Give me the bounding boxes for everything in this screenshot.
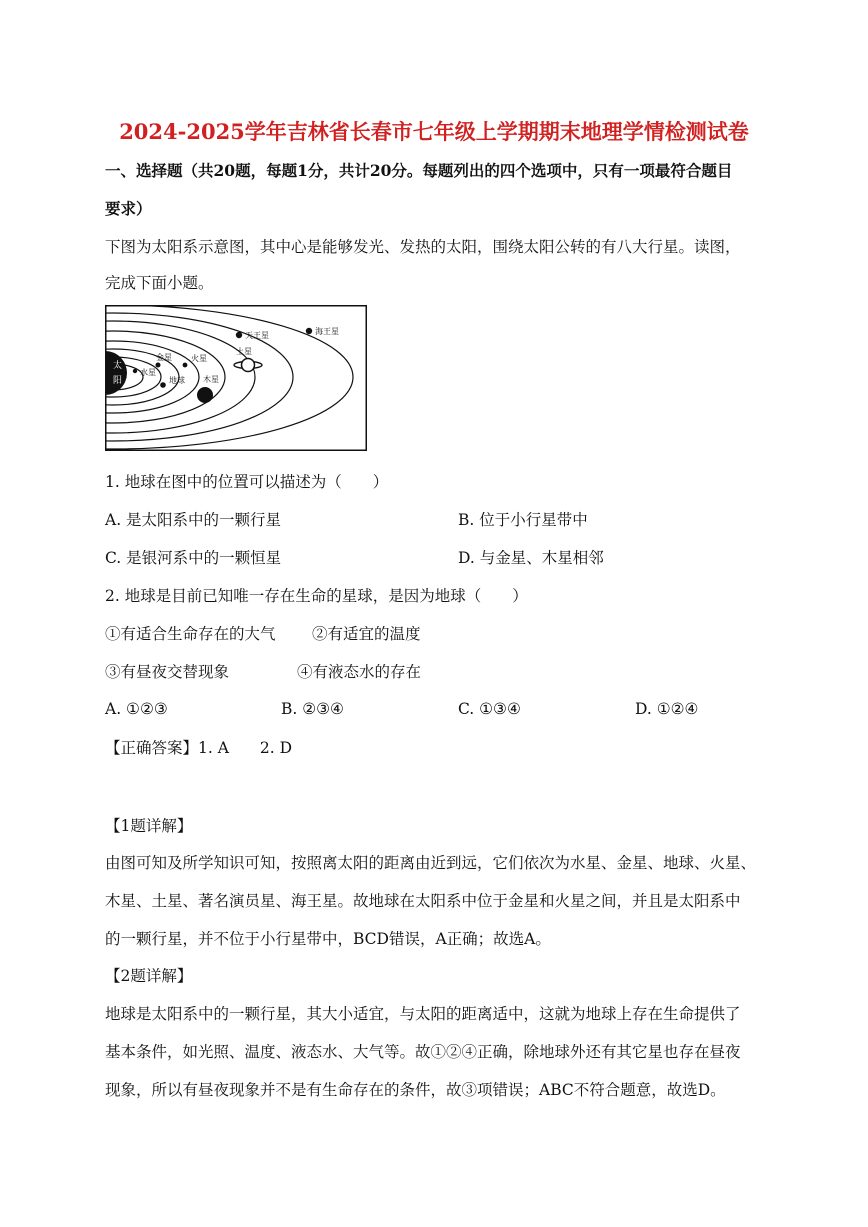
exp1-heading: 【1题详解】 (105, 817, 193, 835)
exp1-line3: 的一颗行星，并不位于小行星带中，BCD错误，A正确；故选A。 (105, 930, 551, 948)
q1-stem: 1. 地球在图中的位置可以描述为（ ） (105, 473, 389, 491)
earth-label: 地球 (169, 376, 185, 385)
section-heading-line1: 一、选择题（共20题，每题1分，共计20分。每题列出的四个选项中，只有一项最符合题目 (105, 161, 733, 180)
earth (160, 382, 166, 388)
mars (183, 363, 188, 368)
sun-label-2: 阳 (113, 376, 123, 386)
jupiter-label: 木星 (203, 375, 219, 384)
venus (156, 363, 161, 368)
q2-option-a: A. ①②③ (105, 700, 168, 718)
q1-option-d: D. 与金星、木星相邻 (458, 549, 604, 567)
q2-option-b: B. ②③④ (281, 700, 344, 718)
q1-option-a: A. 是太阳系中的一颗行星 (105, 511, 282, 529)
q1-option-c: C. 是银河系中的一颗恒星 (105, 549, 282, 567)
venus-label: 金星 (156, 353, 172, 362)
q2-item-1: ①有适合生命存在的大气 (105, 625, 276, 643)
sun-label-1: 太 (113, 361, 123, 371)
saturn-label: 土星 (236, 347, 252, 356)
section-heading-line2: 要求） (105, 199, 152, 218)
solar-system-diagram (105, 305, 367, 451)
intro-line2: 完成下面小题。 (105, 274, 214, 292)
neptune-label: 海王星 (315, 327, 339, 336)
exp2-heading: 【2题详解】 (105, 967, 193, 985)
exp1-line1: 由图可知及所学知识可知，按照离太阳的距离由近到远，它们依次为水星、金星、地球、火星、 (105, 854, 757, 872)
exp2-line3: 现象，所以有昼夜现象并不是有生命存在的条件，故③项错误；ABC不符合题意，故选D。 (105, 1081, 726, 1099)
uranus-label: 天王星 (245, 331, 269, 340)
mercury-label: 水星 (140, 368, 156, 377)
uranus (236, 332, 242, 338)
q2-item-4: ④有液态水的存在 (297, 663, 422, 681)
intro-line1: 下图为太阳系示意图，其中心是能够发光、发热的太阳，围绕太阳公转的有八大行星。读图， (105, 238, 741, 256)
q1-option-b: B. 位于小行星带中 (458, 511, 588, 529)
mars-label: 火星 (191, 354, 207, 363)
answer-line: 【正确答案】1. A 2. D (105, 739, 293, 757)
exp2-line1: 地球是太阳系中的一颗行星，其大小适宜，与太阳的距离适中，这就为地球上存在生命提供了 (105, 1005, 741, 1023)
page-title: 2024-2025学年吉林省长春市七年级上学期期末地理学情检测试卷 (119, 119, 749, 144)
q2-option-c: C. ①③④ (458, 700, 521, 718)
jupiter (197, 387, 213, 403)
solar-system-figure (105, 305, 367, 451)
exp1-line2: 木星、土星、著名演员星、海王星。故地球在太阳系中位于金星和火星之间，并且是太阳系中 (105, 892, 741, 910)
q2-item-3: ③有昼夜交替现象 (105, 663, 230, 681)
q2-item-2: ②有适宜的温度 (312, 625, 421, 643)
mercury (133, 369, 137, 373)
q2-option-d: D. ①②④ (635, 700, 699, 718)
q2-stem: 2. 地球是目前已知唯一存在生命的星球，是因为地球（ ） (105, 587, 528, 605)
neptune (306, 328, 312, 334)
exp2-line2: 基本条件，如光照、温度、液态水、大气等。故①②④正确，除地球外还有其它星也存在昼夜 (105, 1043, 741, 1061)
saturn (242, 359, 255, 372)
